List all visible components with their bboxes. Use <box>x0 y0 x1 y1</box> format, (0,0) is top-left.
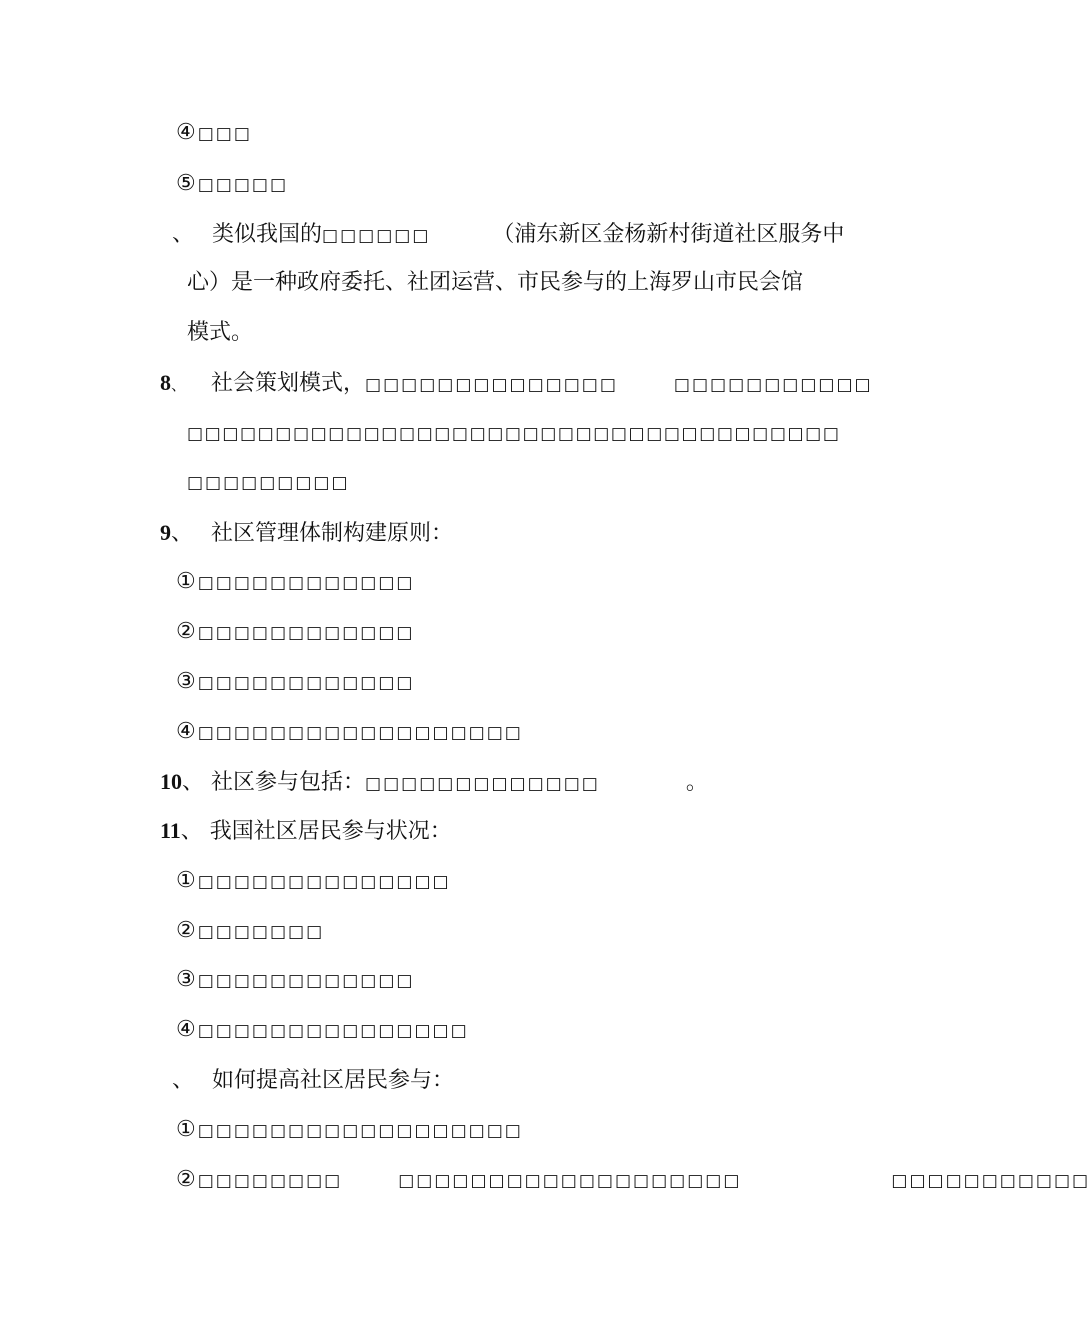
section-7-line2: 心）是一种政府委托、社团运营、市民参与的上海罗山市民会馆 <box>187 270 804 295</box>
item-text: □□□□□□□□□□□□ <box>197 573 415 593</box>
item-marker: ② <box>176 918 196 943</box>
list-item <box>176 667 414 698</box>
section-9-heading <box>160 518 453 549</box>
list-item <box>176 1015 469 1046</box>
section-number: 11 <box>160 818 181 843</box>
list-item <box>176 169 288 200</box>
section-8-line1 <box>160 368 873 400</box>
section-7-line1 <box>160 219 844 251</box>
list-item <box>176 567 414 598</box>
section-boxes: □□□□□□ <box>322 226 431 246</box>
section-separator: 、 <box>171 521 194 546</box>
section-12-heading <box>160 1065 454 1096</box>
section-11-heading <box>160 816 452 847</box>
list-item <box>176 617 414 648</box>
list-item <box>176 1115 523 1146</box>
item-marker: ② <box>176 1167 196 1192</box>
section-8-line3: □□□□□□□□□ <box>187 473 350 493</box>
item-text: □□□□□□□□□□□□□□□ <box>197 1021 469 1041</box>
section-text: 社区参与包括： <box>211 770 366 795</box>
item-marker: ① <box>176 868 196 893</box>
item-marker: ② <box>176 619 196 644</box>
section-end: 。 <box>685 770 708 795</box>
section-text: 我国社区居民参与状况： <box>209 819 452 844</box>
item-text: □□□□□□□□□□□□ <box>197 623 415 643</box>
section-separator: 、 <box>171 376 187 394</box>
section-number: 8 <box>160 370 171 395</box>
list-item <box>176 965 414 996</box>
section-number: 9 <box>160 520 171 545</box>
section-text: 如何提高社区居民参与： <box>212 1068 455 1093</box>
item-marker: ③ <box>176 669 196 694</box>
section-boxes: □□□□□□□□□□□□□ <box>365 774 600 794</box>
item-marker: ⑤ <box>176 171 196 196</box>
item-marker: ④ <box>176 120 196 145</box>
item-text: □□□□□□□□□□□□ <box>197 673 415 693</box>
list-item <box>176 916 324 947</box>
list-item <box>176 118 252 149</box>
item-text: □□□□□□□□□□□□□□□□□□ <box>197 1121 523 1141</box>
section-8-line2: □□□□□□□□□□□□□□□□□□□□□□□□□□□□□□□□□□□□□ <box>187 424 841 444</box>
section-separator: 、 <box>182 770 205 795</box>
section-separator: 、 <box>180 819 203 844</box>
item-text: □□□□□□□□□□□□□□ <box>197 872 451 892</box>
section-text: 类似我国的 <box>212 222 323 247</box>
item-marker: ④ <box>176 719 196 744</box>
item-boxes: □□□□□□□□□□□□□□□□□□□ <box>398 1171 742 1191</box>
section-7-line3: 模式。 <box>187 320 254 345</box>
item-boxes: □□□□□□□□□□□ <box>891 1171 1090 1191</box>
item-text: □□□□□ <box>197 175 289 195</box>
item-marker: ③ <box>176 967 196 992</box>
item-marker: ④ <box>176 1017 196 1042</box>
item-text: □□□□□□□ <box>197 922 325 942</box>
section-text-paren: （浦东新区金杨新村街道社区服务中 <box>492 222 845 247</box>
list-item <box>176 1165 1090 1196</box>
item-text: □□□□□□□□□□□□ <box>197 971 415 991</box>
section-boxes: □□□□□□□□□□□□□□ <box>365 375 618 395</box>
list-item <box>176 717 523 748</box>
item-text: □□□ <box>197 124 252 144</box>
item-text: □□□□□□□□□□□□□□□□□□ <box>197 723 523 743</box>
section-text: 社区管理体制构建原则： <box>211 521 454 546</box>
section-number: 10 <box>160 769 182 794</box>
item-marker: ① <box>176 569 196 594</box>
item-marker: ① <box>176 1117 196 1142</box>
item-text: □□□□□□□□ <box>197 1171 343 1191</box>
section-separator: 、 <box>172 222 195 247</box>
list-item <box>176 866 451 897</box>
section-boxes: □□□□□□□□□□□ <box>673 375 873 395</box>
section-text: 社会策划模式， <box>211 371 366 396</box>
section-separator: 、 <box>172 1068 195 1093</box>
section-10 <box>160 767 708 799</box>
